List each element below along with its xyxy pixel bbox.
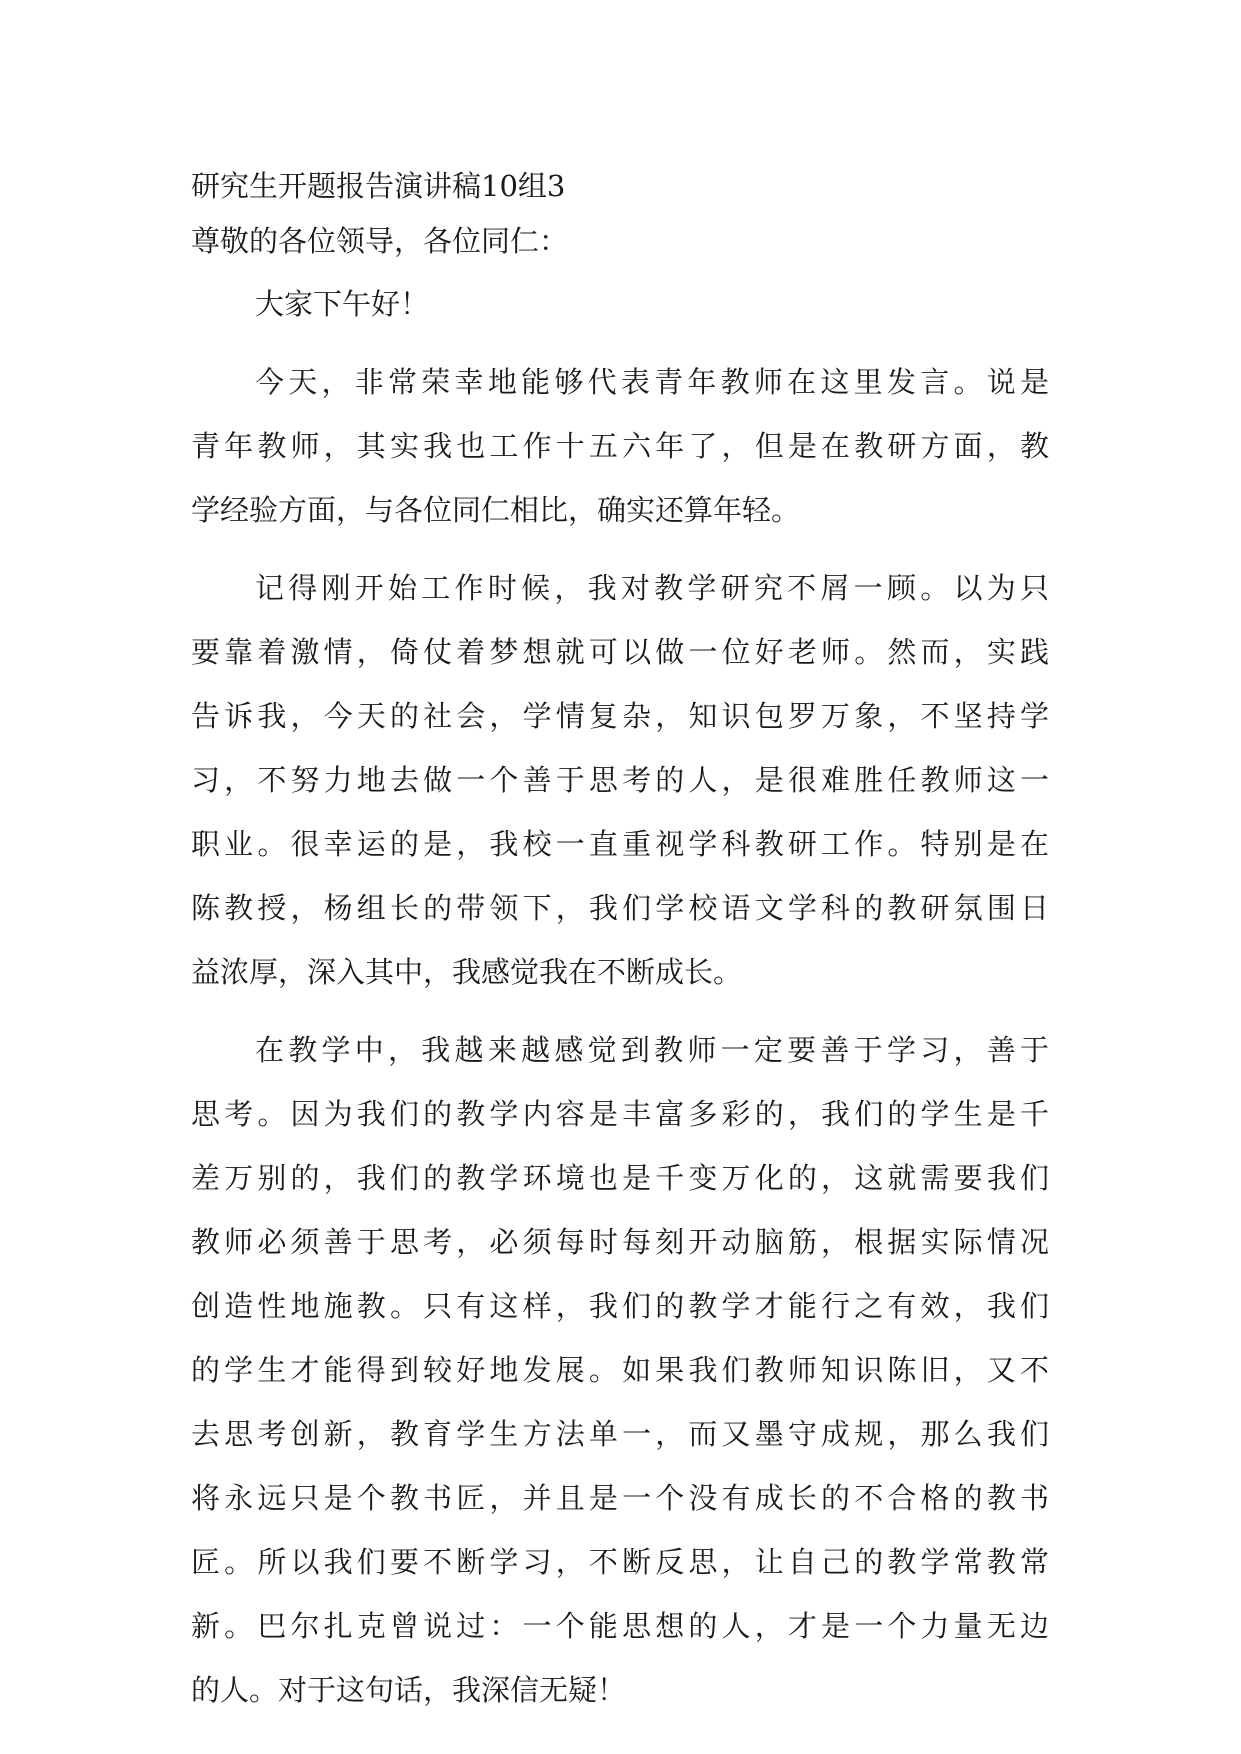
paragraph-line: 记得刚开始工作时候，我对教学研究不屑一顾。以为只 bbox=[255, 571, 1049, 605]
paragraph-line: 新。巴尔扎克曾说过：一个能思想的人，才是一个力量无边 bbox=[191, 1609, 1049, 1643]
paragraph-line: 在教学中，我越来越感觉到教师一定要善于学习，善于 bbox=[255, 1033, 1049, 1067]
paragraph-line: 的学生才能得到较好地发展。如果我们教师知识陈旧，又不 bbox=[191, 1353, 1049, 1387]
paragraph-line: 告诉我，今天的社会，学情复杂，知识包罗万象，不坚持学 bbox=[191, 699, 1049, 733]
paragraph-line: 去思考创新，教育学生方法单一，而又墨守成规，那么我们 bbox=[191, 1417, 1049, 1451]
paragraph-line: 将永远只是个教书匠，并且是一个没有成长的不合格的教书 bbox=[191, 1481, 1049, 1515]
paragraph-2 bbox=[191, 556, 1049, 1004]
paragraph-line: 差万别的，我们的教学环境也是千变万化的，这就需要我们 bbox=[191, 1161, 1049, 1195]
paragraph-line: 陈教授，杨组长的带领下，我们学校语文学科的教研氛围日 bbox=[191, 891, 1049, 925]
paragraph-line: 要靠着激情，倚仗着梦想就可以做一位好老师。然而，实践 bbox=[191, 635, 1049, 669]
salutation: 尊敬的各位领导，各位同仁： bbox=[191, 224, 569, 258]
paragraph-line: 的人。对于这句话，我深信无疑！ bbox=[191, 1673, 627, 1707]
paragraph-line: 职业。很幸运的是，我校一直重视学科教研工作。特别是在 bbox=[191, 827, 1049, 861]
paragraph-line: 习，不努力地去做一个善于思考的人，是很难胜任教师这一 bbox=[191, 763, 1049, 797]
paragraph-line: 匠。所以我们要不断学习，不断反思，让自己的教学常教常 bbox=[191, 1545, 1049, 1579]
document-title: 研究生开题报告演讲稿10组3 bbox=[191, 169, 566, 203]
paragraph-line: 思考。因为我们的教学内容是丰富多彩的，我们的学生是千 bbox=[191, 1097, 1049, 1131]
document-body bbox=[191, 160, 1049, 1722]
paragraph-line: 今天，非常荣幸地能够代表青年教师在这里发言。说是 bbox=[255, 365, 1049, 399]
paragraph-line: 益浓厚，深入其中，我感觉我在不断成长。 bbox=[191, 955, 743, 989]
paragraph-line: 学经验方面，与各位同仁相比，确实还算年轻。 bbox=[191, 493, 801, 527]
paragraph-line: 教师必须善于思考，必须每时每刻开动脑筋，根据实际情况 bbox=[191, 1225, 1049, 1259]
greeting: 大家下午好！ bbox=[255, 287, 430, 321]
paragraph-3 bbox=[191, 1018, 1049, 1722]
paragraph-line: 创造性地施教。只有这样，我们的教学才能行之有效，我们 bbox=[191, 1289, 1049, 1323]
paragraph-1 bbox=[191, 350, 1049, 542]
paragraph-line: 青年教师，其实我也工作十五六年了，但是在教研方面，教 bbox=[191, 429, 1049, 463]
